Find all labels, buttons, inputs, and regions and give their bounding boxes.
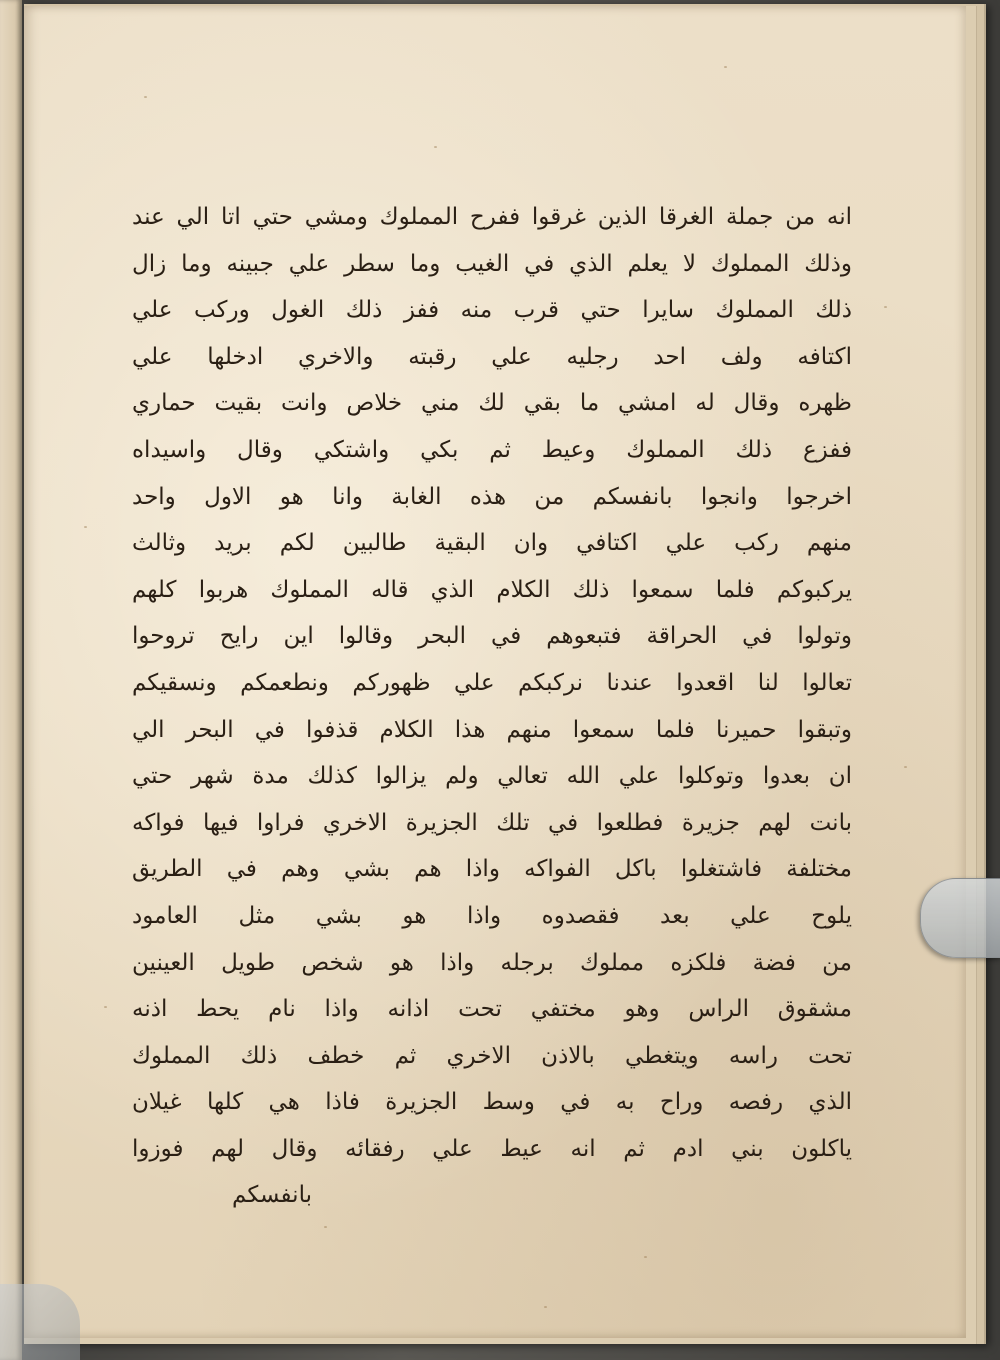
text-line: بانت لهم جزيرة فطلعوا في تلك الجزيرة الاخري فراوا فيها فواكه [132,809,852,836]
page-clip [920,878,1000,958]
manuscript-text [132,194,852,1219]
text-line: مشقوق الراس وهو مختفي تحت اذانه واذا نام يحط اذنه [132,996,852,1023]
paper-fibre [104,1006,107,1008]
text-line: من فضة فلكزه مملوك برجله واذا هو شخص طويل العينين [132,949,852,976]
text-line: ذلك المملوك سايرا حتي قرب منه ففز ذلك الغول وركب علي [132,297,852,324]
corner-clip [0,1284,80,1360]
text-line: وذلك المملوك لا يعلم الذي في الغيب وما سطر علي جبينه وما زال [132,250,852,277]
text-line: وتبقوا حميرنا فلما سمعوا منهم هذا الكلام قذفوا في البحر الي [132,716,852,743]
catchword: بانفسكم [232,1182,312,1209]
text-line: يلوح علي بعد فقصدوه واذا هو بشي مثل العامود [132,902,852,929]
text-line: منهم ركب علي اكتافي وان البقية طالبين لكم بريد وثالث [132,530,852,557]
text-line: مختلفة فاشتغلوا باكل الفواكه واذا هم بشي وهم في الطريق [132,856,852,883]
paper-fibre [644,1256,647,1258]
paper-fibre [324,1226,327,1228]
text-line: ظهره وقال له امشي ما بقي لك مني خلاص وانت بقيت حماري [132,390,852,417]
manuscript-page [24,6,966,1338]
paper-fibre [724,66,727,68]
text-line: الذي رفصه وراح به في وسط الجزيرة فاذا هي كلها غيلان [132,1089,852,1116]
text-line: اكتافه ولف احد رجليه علي رقبته والاخري ادخلها علي [132,343,852,370]
text-line: يركبوكم فلما سمعوا ذلك الكلام الذي قاله المملوك هربوا كلهم [132,576,852,603]
paper-fibre [434,146,437,148]
paper-fibre [84,526,87,528]
text-line: اخرجوا وانجوا بانفسكم من هذه الغابة وانا هو الاول واحد [132,483,852,510]
text-line: ففزع ذلك المملوك وعيط ثم بكي واشتكي وقال واسيداه [132,436,852,463]
text-line: تعالوا لنا اقعدوا عندنا نركبكم علي ظهوركم ونطعمكم ونسقيكم [132,669,852,696]
paper-fibre [904,766,907,768]
text-line: تحت راسه ويتغطي بالاذن الاخري ثم خطف ذلك المملوك [132,1042,852,1069]
text-line: انه من جملة الغرقا الذين غرقوا ففرح المملوك ومشي حتي اتا الي عند [132,204,852,230]
paper-fibre [544,1306,547,1308]
text-line: وتولوا في الحراقة فتبعوهم في البحر وقالوا اين رايح تروحوا [132,623,852,650]
paper-fibre [144,96,147,98]
paper-fibre [884,306,887,308]
text-line: ان بعدوا وتوكلوا علي الله تعالي ولم يزالوا كذلك مدة شهر حتي [132,763,852,790]
text-line: ياكلون بني ادم ثم انه عيط علي رفقائه وقال لهم فوزوا [132,1135,852,1162]
previous-page-edge [0,0,22,1360]
